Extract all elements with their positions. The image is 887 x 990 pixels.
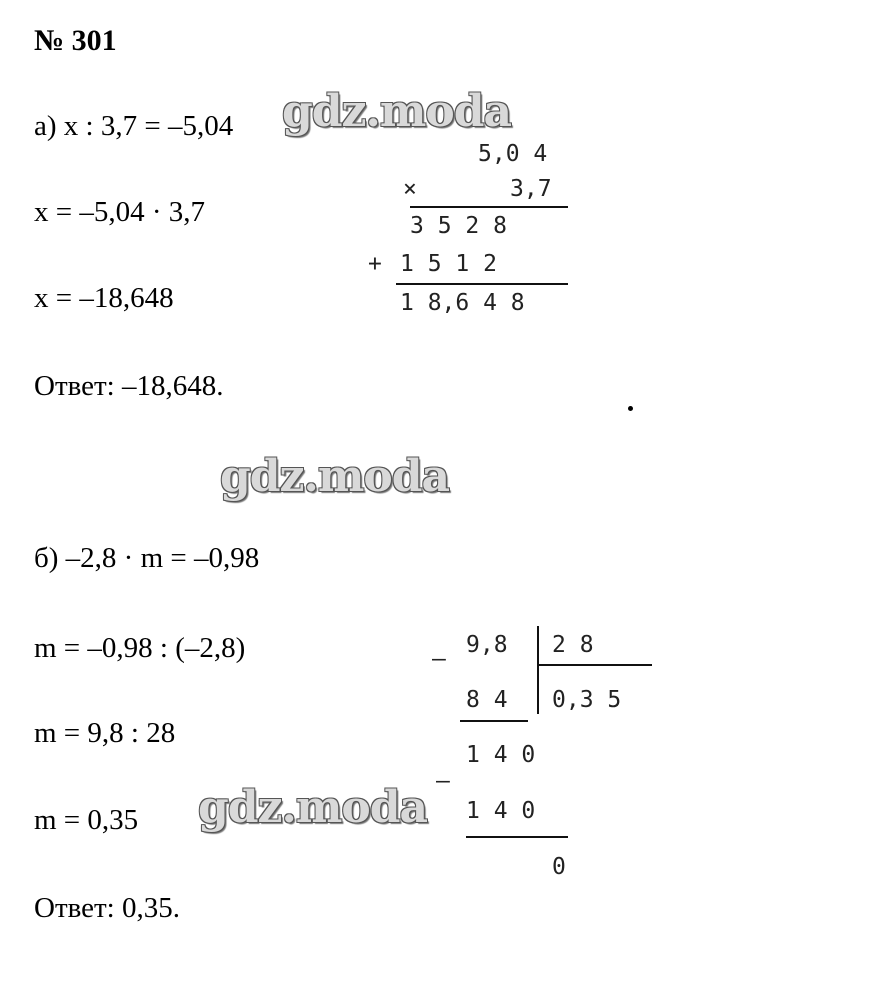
- mult-plus-sign: +: [368, 251, 382, 277]
- part-a-step-1: x = –5,04 · 3,7: [34, 196, 206, 228]
- div-vertical-bar: [537, 626, 539, 714]
- part-a-equation: а) x : 3,7 = –5,04: [34, 110, 234, 142]
- div-minus-sign-1: –: [432, 646, 446, 672]
- div-subtrahend-2: 1 4 0: [466, 798, 536, 824]
- watermark: gdz.moda: [198, 782, 428, 833]
- div-dividend: 9,8: [466, 632, 508, 658]
- problem-number: № 301: [34, 24, 117, 57]
- mult-line-2: [396, 283, 568, 285]
- div-divisor-line: [537, 664, 652, 666]
- mult-partial-1: 3 5 2 8: [410, 213, 507, 239]
- div-line-1: [460, 720, 528, 722]
- part-b-step-1: m = –0,98 : (–2,8): [34, 632, 246, 664]
- part-a-step-2: x = –18,648: [34, 282, 174, 314]
- mult-times-sign: ×: [403, 176, 417, 202]
- mult-partial-2: 1 5 1 2: [400, 251, 497, 277]
- stray-dot: [628, 406, 633, 411]
- part-a-answer: Ответ: –18,648.: [34, 370, 224, 402]
- part-b-equation: б) –2,8 · m = –0,98: [34, 542, 260, 574]
- watermark: gdz.moda: [220, 451, 450, 502]
- div-line-2: [466, 836, 568, 838]
- part-b-answer: Ответ: 0,35.: [34, 892, 180, 924]
- part-b-step-3: m = 0,35: [34, 804, 139, 836]
- mult-line-1: [410, 206, 568, 208]
- mult-multiplicand: 5,0 4: [478, 141, 548, 167]
- div-quotient: 0,3 5: [552, 687, 622, 713]
- mult-product: 1 8,6 4 8: [400, 290, 525, 316]
- div-remainder-final: 0: [552, 854, 566, 880]
- part-b-step-2: m = 9,8 : 28: [34, 717, 176, 749]
- div-divisor: 2 8: [552, 632, 594, 658]
- div-minus-sign-2: –: [436, 768, 450, 794]
- div-subtrahend-1: 8 4: [466, 687, 508, 713]
- mult-multiplier: 3,7: [510, 176, 552, 202]
- watermark: gdz.moda: [282, 86, 512, 137]
- div-remainder-1: 1 4 0: [466, 742, 536, 768]
